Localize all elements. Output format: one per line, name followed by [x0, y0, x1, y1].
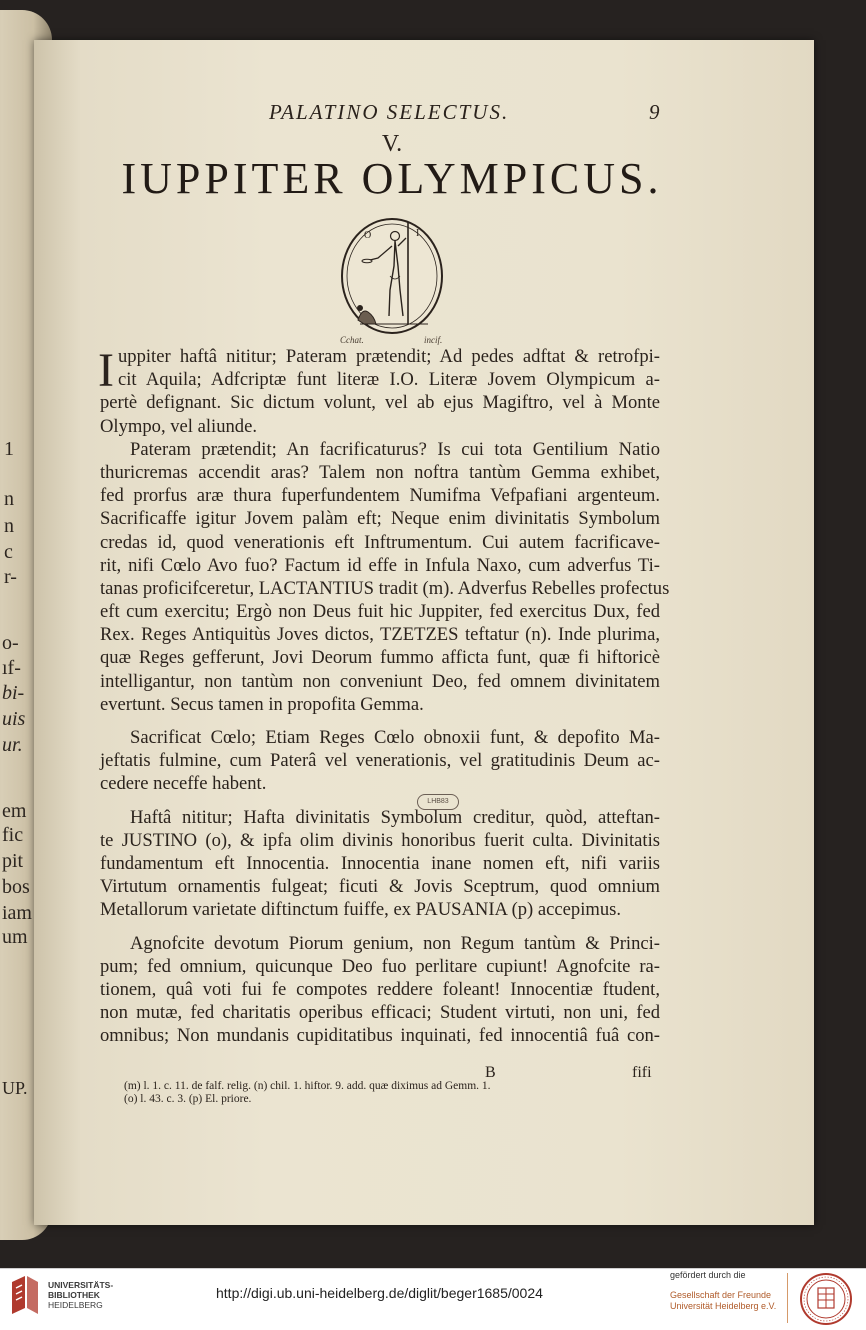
divider — [787, 1273, 788, 1323]
text-line: cedere neceffe habent. — [100, 773, 267, 795]
gem-letter-i: I — [416, 228, 420, 239]
facing-page-fragment: iam — [2, 902, 32, 924]
facing-page-fragment: bi- — [2, 682, 25, 704]
page-title: IUPPITER OLYMPICUS. — [121, 154, 663, 203]
facing-page-fragment: um — [2, 926, 28, 948]
text-line: uppiter haftâ nititur; Pateram prætendit; Ad pedes adftat & retrofpi- — [118, 346, 660, 367]
text-line: pertè defignant. Sic dictum volunt, vel ab ejus Magiftro, vel à Monte — [100, 392, 660, 414]
text-line: Haftâ nititur; Hafta divinitatis Symbolum creditur, quòd, atteftan- — [130, 806, 660, 828]
library-name-line: UNIVERSITÄTS- — [48, 1280, 114, 1290]
drop-cap: I — [98, 344, 114, 397]
text-line: fed prorfus aræ thura fuperfundentem Numifma Vefpafiani argenteum. — [100, 485, 660, 507]
sponsor-name[interactable] — [670, 1290, 776, 1312]
footnotes — [124, 1080, 644, 1106]
gem-engraving-image — [340, 216, 444, 336]
text-line: rit, nifi Cœlo Avo fuo? Factum id effe in Infula Naxo, cum adverfus Ti- — [100, 554, 660, 576]
text-line: eft cum exercitu; Ergò non Deus fuit hic Juppiter, fed exercitus Dux, fed — [100, 601, 660, 623]
facing-page-fragment: o- — [2, 632, 19, 654]
facing-page-fragment: pit — [2, 850, 24, 872]
page-number: 9 — [649, 100, 660, 124]
text-line: Virtutum ornamentis fulgeat; ficuti & Jovis Sceptrum, quod omnium — [100, 876, 660, 898]
text-line: pum; fed omnium, quicunque Deo fuo perlitare cupiunt! Agnofcite ra- — [100, 955, 660, 977]
facing-page-fragment: fic — [2, 824, 24, 846]
footnote-line: (m) l. 1. c. 11. de falf. relig. (n) chil. 1. hiftor. 9. add. quæ diximus ad Gemm. 1. — [124, 1080, 491, 1092]
running-title: PALATINO SELECTUS. — [269, 100, 510, 124]
text-line: omnibus; Non mundanis cupiditatibus inquinati, fed innocentiâ fuâ con- — [100, 1025, 660, 1047]
body-text — [100, 345, 670, 1047]
university-library-logo-icon[interactable] — [8, 1274, 42, 1320]
text-line: evertunt. Secus tamen in propofita Gemma. — [100, 693, 424, 715]
facing-page-fragment: r- — [4, 566, 17, 588]
text-line: Pateram prætendit; An facrificaturus? Is cui tota Gentilium Natio — [130, 438, 660, 460]
page-header — [34, 100, 814, 130]
facing-page-fragment: ur. — [2, 734, 23, 756]
gem-letter-o: O — [364, 230, 372, 241]
facing-page-fragment: em — [2, 800, 27, 822]
gem-engraver-caption-left: Cchat. — [340, 335, 364, 345]
facing-page-fragment: n — [4, 488, 14, 510]
text-line: non mutæ, fed charitatis operibus efficaci; Student virtuti, non uni, fed — [100, 1002, 660, 1024]
sponsor-name-line: Gesellschaft der Freunde — [670, 1290, 772, 1300]
gem-engraver-caption-right: incif. — [424, 335, 443, 345]
facing-page-fragment: c — [4, 541, 13, 563]
text-line: credas id, quod venerationis eft Inftrumentum. Cui autem facrificave- — [100, 531, 660, 553]
text-line: thuricremas accendit aras? Talem non noftra tantùm Gemma exhibet, — [100, 461, 660, 483]
text-line: quæ Reges gefferunt, Jovi Deorum fummo afficta funt, quæ fi hiftoricè — [100, 647, 660, 669]
book-page — [34, 40, 814, 1225]
text-line: cit Aquila; Adfcriptæ funt literæ I.O. Literæ Jovem Olympicum a- — [118, 369, 660, 391]
facing-page-fragment: uis — [2, 708, 26, 730]
section-numeral: V. — [381, 131, 403, 157]
text-line: Olympo, vel aliunde. — [100, 415, 257, 437]
library-stamp: LHB83 — [417, 794, 459, 810]
facing-page-fragment: n — [4, 515, 14, 537]
text-line: tanas proficifceretur, LACTANTIUS tradit (m). Adverfus Rebelles profectus — [100, 577, 670, 599]
text-line: Sacrificaffe igitur Jovem palàm eft; Neque enim divinitatis Symbolum — [100, 508, 660, 530]
catchword: fifi — [632, 1064, 652, 1081]
text-line: Metallorum varietate diftinctum fuiffe, ex PAUSANIA (p) accepimus. — [100, 899, 622, 921]
sponsor-label: gefördert durch die — [670, 1270, 746, 1280]
text-line: jeftatis fulmine, cum Paterâ vel venerationis, vel gratitudinis Deum ac- — [100, 750, 660, 772]
text-line: intelligantur, non tantùm non conveniunt Deo, fed omnem divinitatem — [100, 670, 660, 692]
library-name[interactable] — [48, 1280, 113, 1310]
facing-page-fragment: bos — [2, 876, 30, 898]
facing-page-fragment: ıf- — [2, 657, 21, 679]
library-name-line: HEIDELBERG — [48, 1300, 103, 1310]
footnote-line: (o) l. 43. c. 3. (p) El. priore. — [124, 1093, 252, 1105]
university-seal-icon — [798, 1272, 854, 1326]
text-line: te JUSTINO (o), & ipfa olim divinis honoribus fuerit culta. Divinitatis — [100, 829, 660, 851]
text-line: Rex. Reges Antiquitùs Joves dictos, TZETZES teftatur (n). Inde plurima, — [100, 624, 660, 646]
sponsor-name-line: Universität Heidelberg e.V. — [670, 1301, 777, 1311]
text-line: Agnofcite devotum Piorum genium, non Regum tantùm & Princi- — [130, 932, 660, 954]
document-url-link[interactable]: http://digi.ub.uni-heidelberg.de/diglit/beger1685/0024 — [216, 1285, 543, 1301]
text-line: tionem, quâ voti fui fe compotes reddere foleant! Innocentiæ ftudent, — [100, 978, 660, 1000]
signature-mark: B — [485, 1064, 496, 1081]
text-line: Sacrificat Cœlo; Etiam Reges Cœlo obnoxii funt, & depofito Ma- — [130, 727, 660, 748]
facing-page-fragment: 1 — [4, 438, 14, 460]
library-name-line: BIBLIOTHEK — [48, 1290, 100, 1300]
facing-page-fragment: UP. — [2, 1078, 28, 1098]
text-line: fundamentum eft Innocentia. Innocentia inane nomen eft, nifi variis — [100, 852, 660, 874]
